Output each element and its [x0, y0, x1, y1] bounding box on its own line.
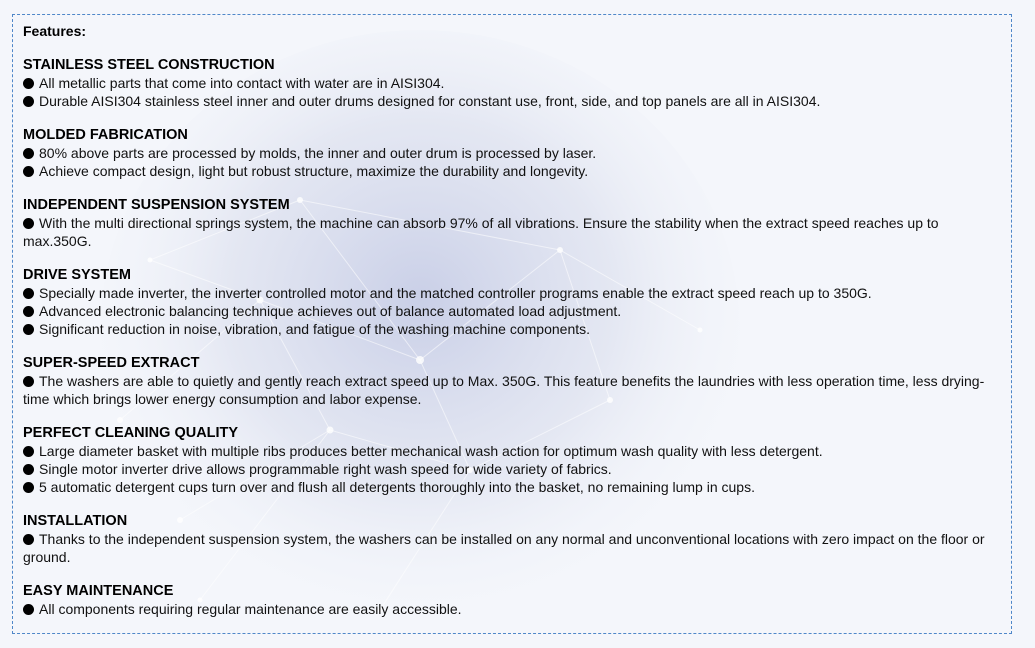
section-heading: EASY MAINTENANCE — [23, 583, 174, 599]
section-installation — [23, 513, 1001, 566]
bullet-text: Durable AISI304 stainless steel inner and outer drums designed for constant use, front, side, and top panels are all in AISI304. — [39, 93, 821, 109]
features-panel — [12, 14, 1012, 634]
bullet-text: Large diameter basket with multiple ribs produces better mechanical wash action for optimum wash quality with less detergent. — [39, 443, 823, 459]
bullet-item — [23, 162, 1001, 180]
section-stainless-steel-construction — [23, 57, 1001, 110]
bullet-text: All metallic parts that come into contact with water are in AISI304. — [39, 75, 445, 91]
section-heading: STAINLESS STEEL CONSTRUCTION — [23, 57, 275, 73]
bullet-item — [23, 600, 1001, 618]
bullet-dot-icon — [23, 166, 34, 177]
section-heading: INSTALLATION — [23, 513, 128, 529]
bullet-item — [23, 214, 1001, 250]
bullet-dot-icon — [23, 446, 34, 457]
bullet-dot-icon — [23, 218, 34, 229]
bullet-text: Advanced electronic balancing technique achieves out of balance automated load adjustment. — [39, 303, 622, 319]
section-easy-maintenance — [23, 583, 1001, 618]
bullet-dot-icon — [23, 324, 34, 335]
bullet-item — [23, 530, 1001, 566]
section-molded-fabrication — [23, 127, 1001, 180]
bullet-dot-icon — [23, 534, 34, 545]
bullet-text: Achieve compact design, light but robust structure, maximize the durability and longevity. — [39, 163, 589, 179]
section-independent-suspension-system — [23, 197, 1001, 250]
section-heading: INDEPENDENT SUSPENSION SYSTEM — [23, 197, 290, 213]
section-heading: SUPER-SPEED EXTRACT — [23, 355, 200, 371]
bullet-dot-icon — [23, 306, 34, 317]
bullet-item — [23, 302, 1001, 320]
section-heading: PERFECT CLEANING QUALITY — [23, 425, 239, 441]
bullet-dot-icon — [23, 288, 34, 299]
bullet-item — [23, 284, 1001, 302]
section-drive-system — [23, 267, 1001, 338]
bullet-text: The washers are able to quietly and gently reach extract speed up to Max. 350G. This feature benefits the laundries with less operation time, less drying-time which brings lower energy consumption and labor expense. — [23, 373, 985, 407]
bullet-dot-icon — [23, 96, 34, 107]
bullet-text: Thanks to the independent suspension system, the washers can be installed on any normal and unconventional locations with zero impact on the floor or ground. — [23, 531, 985, 565]
bullet-dot-icon — [23, 464, 34, 475]
bullet-dot-icon — [23, 376, 34, 387]
bullet-item — [23, 478, 1001, 496]
section-heading: DRIVE SYSTEM — [23, 267, 131, 283]
bullet-item — [23, 144, 1001, 162]
section-super-speed-extract — [23, 355, 1001, 408]
bullet-text: Significant reduction in noise, vibration, and fatigue of the washing machine components. — [39, 321, 591, 337]
bullet-text: All components requiring regular maintenance are easily accessible. — [39, 601, 462, 617]
bullet-item — [23, 92, 1001, 110]
bullet-item — [23, 320, 1001, 338]
section-perfect-cleaning-quality — [23, 425, 1001, 496]
bullet-dot-icon — [23, 604, 34, 615]
bullet-text: Specially made inverter, the inverter controlled motor and the matched controller programs enable the extract speed reach up to 350G. — [39, 285, 872, 301]
bullet-dot-icon — [23, 482, 34, 493]
bullet-dot-icon — [23, 148, 34, 159]
section-heading: MOLDED FABRICATION — [23, 127, 188, 143]
features-title: Features: — [23, 23, 87, 39]
bullet-item — [23, 372, 1001, 408]
bullet-item — [23, 442, 1001, 460]
bullet-text: 80% above parts are processed by molds, the inner and outer drum is processed by laser. — [39, 145, 597, 161]
bullet-text: 5 automatic detergent cups turn over and flush all detergents thoroughly into the basket, no remaining lump in cups. — [39, 479, 755, 495]
bullet-item — [23, 74, 1001, 92]
bullet-text: With the multi directional springs system, the machine can absorb 97% of all vibrations. Ensure the stability when the extract speed reaches up to max.350G. — [23, 215, 939, 249]
bullet-dot-icon — [23, 78, 34, 89]
bullet-item — [23, 460, 1001, 478]
bullet-text: Single motor inverter drive allows programmable right wash speed for wide variety of fabrics. — [39, 461, 612, 477]
